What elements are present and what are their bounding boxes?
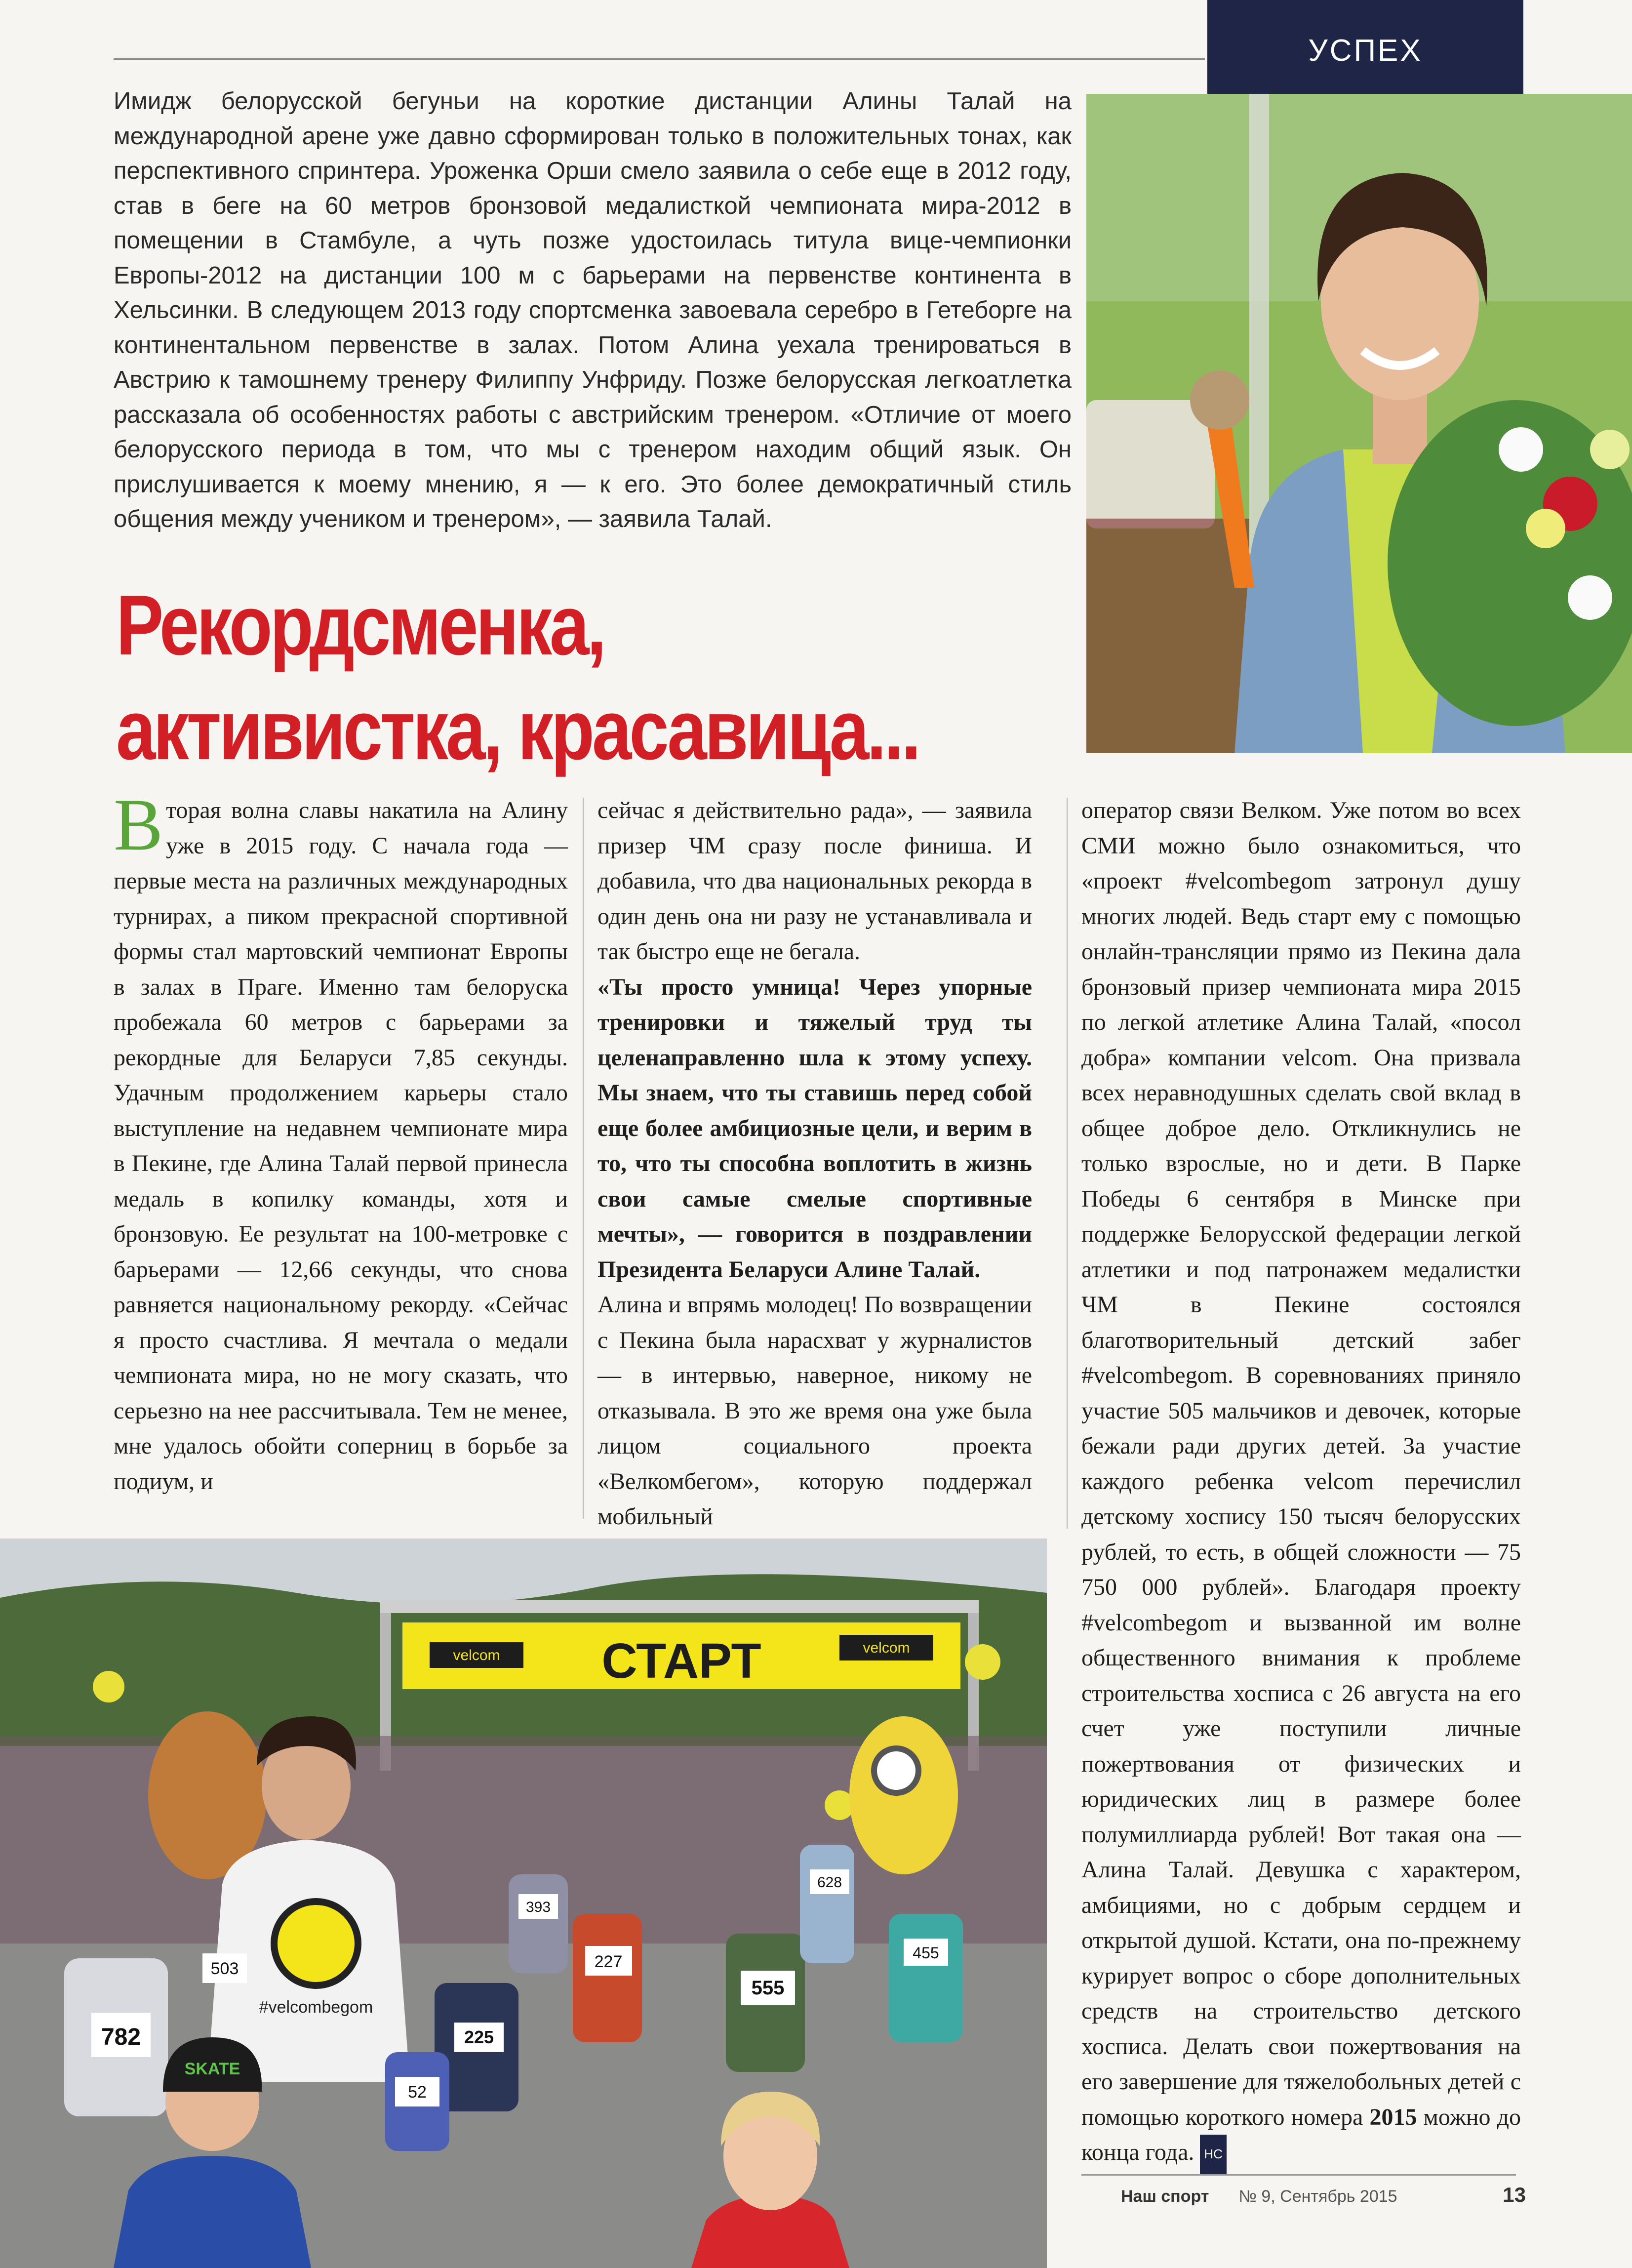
bib-225: 225 [464, 2027, 494, 2047]
cap-text: SKATE [184, 2060, 240, 2078]
column-2-text-b: Алина и впрямь молодец! По возвращении с Пекина была нарасхват у журналистов — в интервью, наверное, никому не отказывала. В это же время она уже была лицом социального проекта «Велкомбегом», которую поддержал мобильный [597, 1292, 1032, 1530]
headline [116, 573, 946, 782]
intro-paragraph: Имидж белорусской бегуньи на короткие дистанции Алины Талай на международной арене уже давно сформирован только в положительных тонах, как перспективного спринтера. Уроженка Орши смело заявила о себе еще в 2012 году, став в беге на 60 метров бронзовой медалисткой чемпионата мира-2012 в помещении в Стамбуле, а чуть позже удостоилась титула вице-чемпионки Европы-2012 на дистанции 100 м с барьерами на первенстве континента в Хельсинки. В следующем 2013 году спортсменка завоевала серебро в Гетеборге на континентальном первенстве в залах. Потом Алина уехала тренироваться в Австрию к тамошнему тренеру Филиппу Унфриду. Позже белорусская легкоатлетка рассказала об особенностях работы с австрийским тренером. «Отличие от моего белорусского периода в том, что мы с тренером находим общий язык. Он прислушивается к моему мнению, я — к его. Это более демократичный стиль общения между учеником и тренером», — заявила Талай. [114, 88, 1072, 532]
bib-52: 52 [408, 2083, 427, 2102]
magazine-name: Наш спорт [1121, 2187, 1209, 2206]
bib-555: 555 [751, 1977, 785, 1999]
bib-227: 227 [594, 1952, 623, 1971]
bib-503: 503 [210, 1959, 239, 1978]
page-footer [1121, 2183, 1526, 2207]
column-divider [1067, 798, 1068, 1529]
article-column-2 [597, 793, 1032, 1535]
column-3-text-b: можно до конца года. [1081, 2104, 1521, 2165]
bib-393: 393 [525, 1899, 551, 1915]
top-rule [114, 58, 1205, 60]
drop-cap: В [114, 784, 163, 866]
start-banner-text: СТАРТ [601, 1633, 761, 1689]
article-column-3 [1081, 793, 1521, 2174]
banner-brand-right: velcom [863, 1640, 910, 1656]
race-illustration [0, 1539, 1047, 2268]
bib-628: 628 [817, 1874, 842, 1891]
race-photo [0, 1539, 1047, 2268]
banner-brand-left: velcom [453, 1647, 500, 1663]
president-quote: «Ты просто умница! Через упорные тренировки и тяжелый труд ты целенаправленно шла к этому успеху. Мы знаем, что ты ставишь перед собой еще более амбициозные цели, и верим в то, что ты способна воплотить в жизнь свои самые смелые спортивные мечты», — говорится в поздравлении Президента Беларуси Алине Талай. [597, 973, 1032, 1283]
headline-line-2: активистка, красавица... [116, 683, 919, 777]
column-2-text-a: сейчас я действительно рада», — заявила призер ЧМ сразу после финиша. И добавила, что два национальных рекорда в один день она ни разу не устанавливала и так быстро еще не бегала. [597, 797, 1032, 965]
end-badge: НС [1200, 2135, 1227, 2174]
shirt-text: #velcombegom [259, 1998, 373, 2017]
column-3-text-a: оператор связи Велком. Уже потом во всех СМИ можно было ознакомиться, что «проект #velcombegom затронул душу многих людей. Ведь старт ему с помощью онлайн-трансляции прямо из Пекина дала бронзовый призер чемпионата мира 2015 по легкой атлетике Алина Талай, «посол добра» компании velcom. Она призвала всех неравнодушных сделать свой вклад в общее доброе дело. Откликнулись не только взрослые, но и дети. В Парке Победы 6 сентября в Минске при поддержке Белорусской федерации легкой атлетики и под патронажем медалистки ЧМ в Пекине состоялся благотворительный детский забег #velcombegom. В соревнованиях приняло участие 505 мальчиков и девочек, которые бежали ради других детей. За участие каждого ребенка velcom перечислил детскому хоспису 150 тысяч белорусских рублей, то есть, в общей сложности — 75 750 000 рублей». Благодаря проекту #velcombegom и вызванной им волне общественного внимания к проблеме строительства хосписа с 26 августа на его счет уже поступили личные пожертвования от физических и юридических лиц в размере более полумиллиарда рублей! Вот такая она — Алина Талай. Девушка с характером, амбициями, но с добрым сердцем и открытой душой. Кстати, она по-прежнему курирует вопрос о сборе дополнительных средств на строительство детского хосписа. Делать свои пожертвования на его завершение для тяжелобольных детей с помощью короткого номера [1081, 797, 1521, 2130]
footer-rule [1081, 2174, 1516, 2176]
article-column-1 [114, 784, 568, 1499]
page-number: 13 [1503, 2183, 1526, 2206]
portrait-photo [1086, 94, 1632, 753]
bib-455: 455 [913, 1944, 939, 1962]
headline-line-1: Рекордсменка, [116, 578, 604, 673]
bib-782: 782 [101, 2024, 141, 2050]
column-1-text: торая волна славы накатила на Алину уже в 2015 году. С начала года — первые места на различных международных турнирах, а пиком прекрасной спортивной формы стал мартовский чемпионат Европы в залах в Праге. Именно там белоруска пробежала 60 метров с барьерами за рекордные для Беларуси 7,85 секунды. Удачным продолжением карьеры стало выступление на недавнем чемпионате мира в Пекине, где Алина Талай первой принесла медаль в копилку команды, хотя и бронзовую. Ее результат на 100-метровке с барьерами — 12,66 секунды, что снова равняется национальному рекорду. «Сейчас я просто счастлива. Я мечтала о медали чемпионата мира, но не могу сказать, что серьезно на нее рассчитывала. Тем не менее, мне удалось обойти соперниц в борьбе за подиум, и [114, 797, 568, 1495]
column-divider [583, 798, 584, 1519]
donation-number: 2015 [1369, 2104, 1417, 2130]
portrait-illustration [1086, 94, 1632, 753]
issue-info: № 9, Сентябрь 2015 [1238, 2187, 1397, 2206]
section-label: УСПЕХ [1207, 0, 1523, 101]
